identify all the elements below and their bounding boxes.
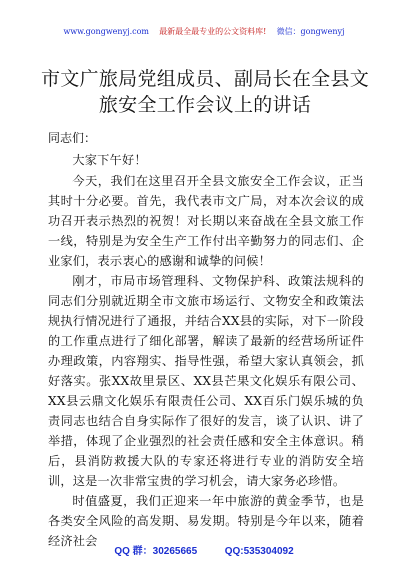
paragraph: 时值盛夏，我们正迎来一年中旅游的黄金季节，也是各类安全风险的高发期、易发期。特别是今年以来，随着经济社会 (48, 494, 364, 548)
paragraph: 刚才，市局市场管理科、文物保护科、政策法规科的同志们分别就近期全市文旅市场运行、文物安全和政策法规执行情况进行了通报，并结合XX县的实际，对下一阶段的工作重点进行了细化部署，解读了最新的经营场所证件办理政策，内容翔实、指导性强，希望大家认真领会，抓好落实。张XX故里景区、XX县芒果文化娱乐有限公司、XX县云鼎文化娱乐有限责任公司、XX百乐门娱乐城的负责同志也结合自身实际作了很好的发言，谈了认识、讲了举措，体现了企业强烈的社会责任感和安全主体意识。稍后，县消防救援大队的专家还将进行专业的消防安全培训，这是一次非常宝贵的学习机会，请大家务必珍惜。 (48, 274, 364, 488)
speech-body (48, 150, 364, 551)
footer-qq-group: QQ 群：30265665 (114, 546, 198, 557)
header-wechat: 微信：gongwenyj (276, 27, 345, 36)
document-header (0, 26, 408, 38)
salutation: 同志们： (48, 131, 97, 145)
paragraph-greeting: 大家下午好！ (72, 153, 147, 167)
footer-qq: QQ:535304092 (224, 546, 294, 557)
paragraph: 今天，我们在这里召开全县文旅安全工作会议，正当其时十分必要。首先，我代表市文广局，对本次会议的成功召开表示热烈的祝贺！对长期以来奋战在全县文旅工作一线，特别是为安全生产工作付出辛勤努力的同志们、企业家们，表示衷心的感谢和诚挚的问候！ (48, 174, 364, 268)
document-title: 市文广旅局党组成员、副局长在全县文旅安全工作会议上的讲话 (40, 68, 370, 116)
document-footer (0, 545, 408, 559)
header-slogan: 最新最全最专业的公文资料库! (159, 27, 267, 36)
site-url-link[interactable]: www.gongwenyj.com (63, 27, 149, 36)
